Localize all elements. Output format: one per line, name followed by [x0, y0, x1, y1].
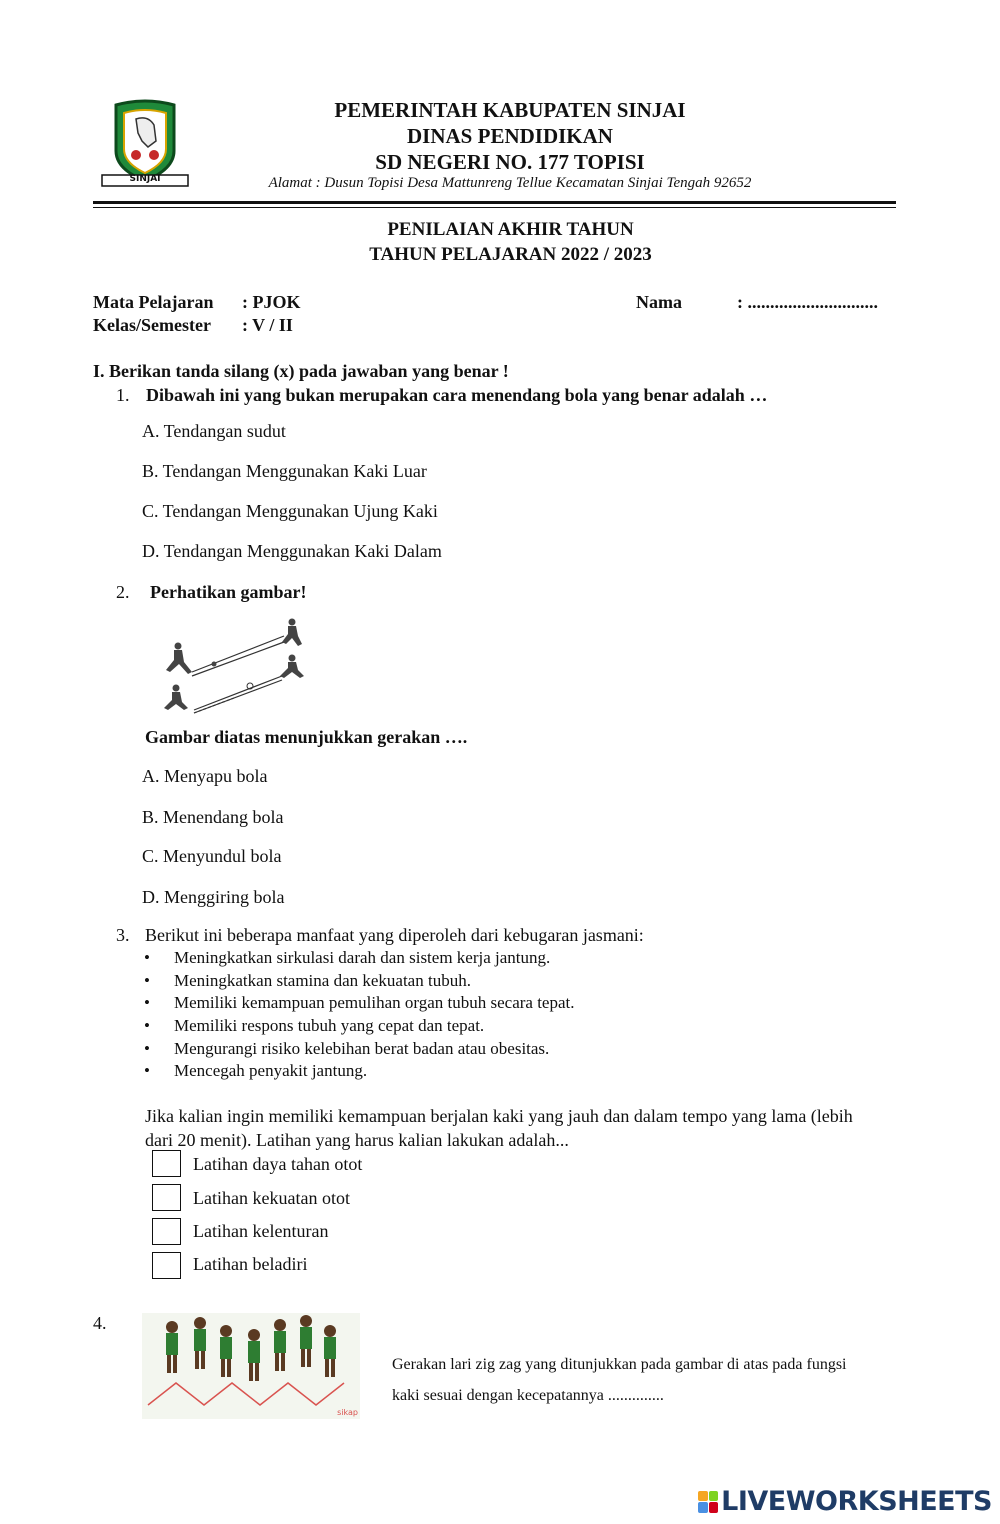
- q2-option-a[interactable]: A. Menyapu bola: [142, 766, 268, 786]
- header-address: Alamat : Dusun Topisi Desa Mattunreng Tellue Kecamatan Sinjai Tengah 92652: [268, 175, 752, 191]
- header-school: SD NEGERI NO. 177 TOPISI: [375, 150, 645, 174]
- header-rule-thick: [93, 201, 896, 204]
- q4-number: 4.: [93, 1313, 107, 1333]
- header-department: DINAS PENDIDIKAN: [407, 124, 613, 148]
- name-label: Nama: [636, 292, 682, 312]
- section-heading: I. Berikan tanda silang (x) pada jawaban yang benar !: [93, 361, 509, 381]
- q4-text-line2[interactable]: kaki sesuai dengan kecepatannya ..............: [392, 1387, 664, 1404]
- q3-choice-d: Latihan beladiri: [193, 1254, 308, 1274]
- q3-checkbox-d[interactable]: [152, 1252, 181, 1279]
- exam-title: PENILAIAN AKHIR TAHUN: [387, 219, 634, 240]
- q3-choice-c: Latihan kelenturan: [193, 1221, 329, 1241]
- q1-number: 1.: [116, 385, 130, 405]
- q1-option-a[interactable]: A. Tendangan sudut: [142, 421, 286, 441]
- logo-ribbon-text: SINJAI: [129, 174, 161, 184]
- q1-option-b[interactable]: B. Tendangan Menggunakan Kaki Luar: [142, 461, 427, 481]
- q3-bullet: • Memiliki respons tubuh yang cepat dan tepat.: [174, 1016, 484, 1036]
- q1-text: Dibawah ini yang bukan merupakan cara menendang bola yang benar adalah …: [146, 385, 768, 405]
- zigzag-run-illustration: [142, 1313, 360, 1419]
- header-rule-thin: [93, 207, 896, 208]
- q3-bullet: • Meningkatkan stamina dan kekuatan tubuh.: [174, 971, 471, 991]
- q4-text-line1: Gerakan lari zig zag yang ditunjukkan pada gambar di atas pada fungsi: [392, 1356, 847, 1373]
- header-government: PEMERINTAH KABUPATEN SINJAI: [334, 98, 686, 122]
- subject-value: : PJOK: [242, 292, 301, 312]
- class-label: Kelas/Semester: [93, 315, 211, 335]
- subject-label: Mata Pelajaran: [93, 292, 214, 312]
- q3-question-line1: Jika kalian ingin memiliki kemampuan berjalan kaki yang jauh dan dalam tempo yang lama (lebih: [145, 1106, 853, 1126]
- q1-option-d[interactable]: D. Tendangan Menggunakan Kaki Dalam: [142, 541, 442, 561]
- q3-checkbox-c[interactable]: [152, 1218, 181, 1245]
- name-field[interactable]: : .............................: [737, 292, 878, 312]
- liveworksheets-badge-icon: [698, 1491, 718, 1513]
- q3-bullet: • Memiliki kemampuan pemulihan organ tubuh secara tepat.: [174, 993, 575, 1013]
- q2-option-c[interactable]: C. Menyundul bola: [142, 846, 282, 866]
- q3-question-line2: dari 20 menit). Latihan yang harus kalian lakukan adalah...: [145, 1130, 569, 1150]
- q3-checkbox-a[interactable]: [152, 1150, 181, 1177]
- liveworksheets-logo: [698, 1486, 992, 1517]
- soccer-passing-illustration: [152, 614, 312, 714]
- q3-bullet: • Mencegah penyakit jantung.: [174, 1061, 367, 1081]
- q2-number: 2.: [116, 582, 130, 602]
- q2-text: Gambar diatas menunjukkan gerakan ….: [145, 727, 468, 747]
- q3-checkbox-b[interactable]: [152, 1184, 181, 1211]
- q3-intro: Berikut ini beberapa manfaat yang diperoleh dari kebugaran jasmani:: [145, 925, 644, 945]
- liveworksheets-brand-text: LIVEWORKSHEETS: [721, 1486, 992, 1517]
- exam-year: TAHUN PELAJARAN 2022 / 2023: [369, 244, 652, 265]
- q2-option-b[interactable]: B. Menendang bola: [142, 807, 284, 827]
- school-logo: [100, 97, 190, 189]
- q1-option-c[interactable]: C. Tendangan Menggunakan Ujung Kaki: [142, 501, 438, 521]
- q3-number: 3.: [116, 925, 130, 945]
- zigzag-image-label: sikap: [337, 1408, 358, 1417]
- q3-choice-b: Latihan kekuatan otot: [193, 1188, 350, 1208]
- q2-option-d[interactable]: D. Menggiring bola: [142, 887, 285, 907]
- q2-prompt: Perhatikan gambar!: [150, 582, 307, 602]
- q3-bullet: • Meningkatkan sirkulasi darah dan sistem kerja jantung.: [174, 948, 550, 968]
- class-value: : V / II: [242, 315, 293, 335]
- q3-bullet: • Mengurangi risiko kelebihan berat badan atau obesitas.: [174, 1039, 549, 1059]
- q3-choice-a: Latihan daya tahan otot: [193, 1154, 363, 1174]
